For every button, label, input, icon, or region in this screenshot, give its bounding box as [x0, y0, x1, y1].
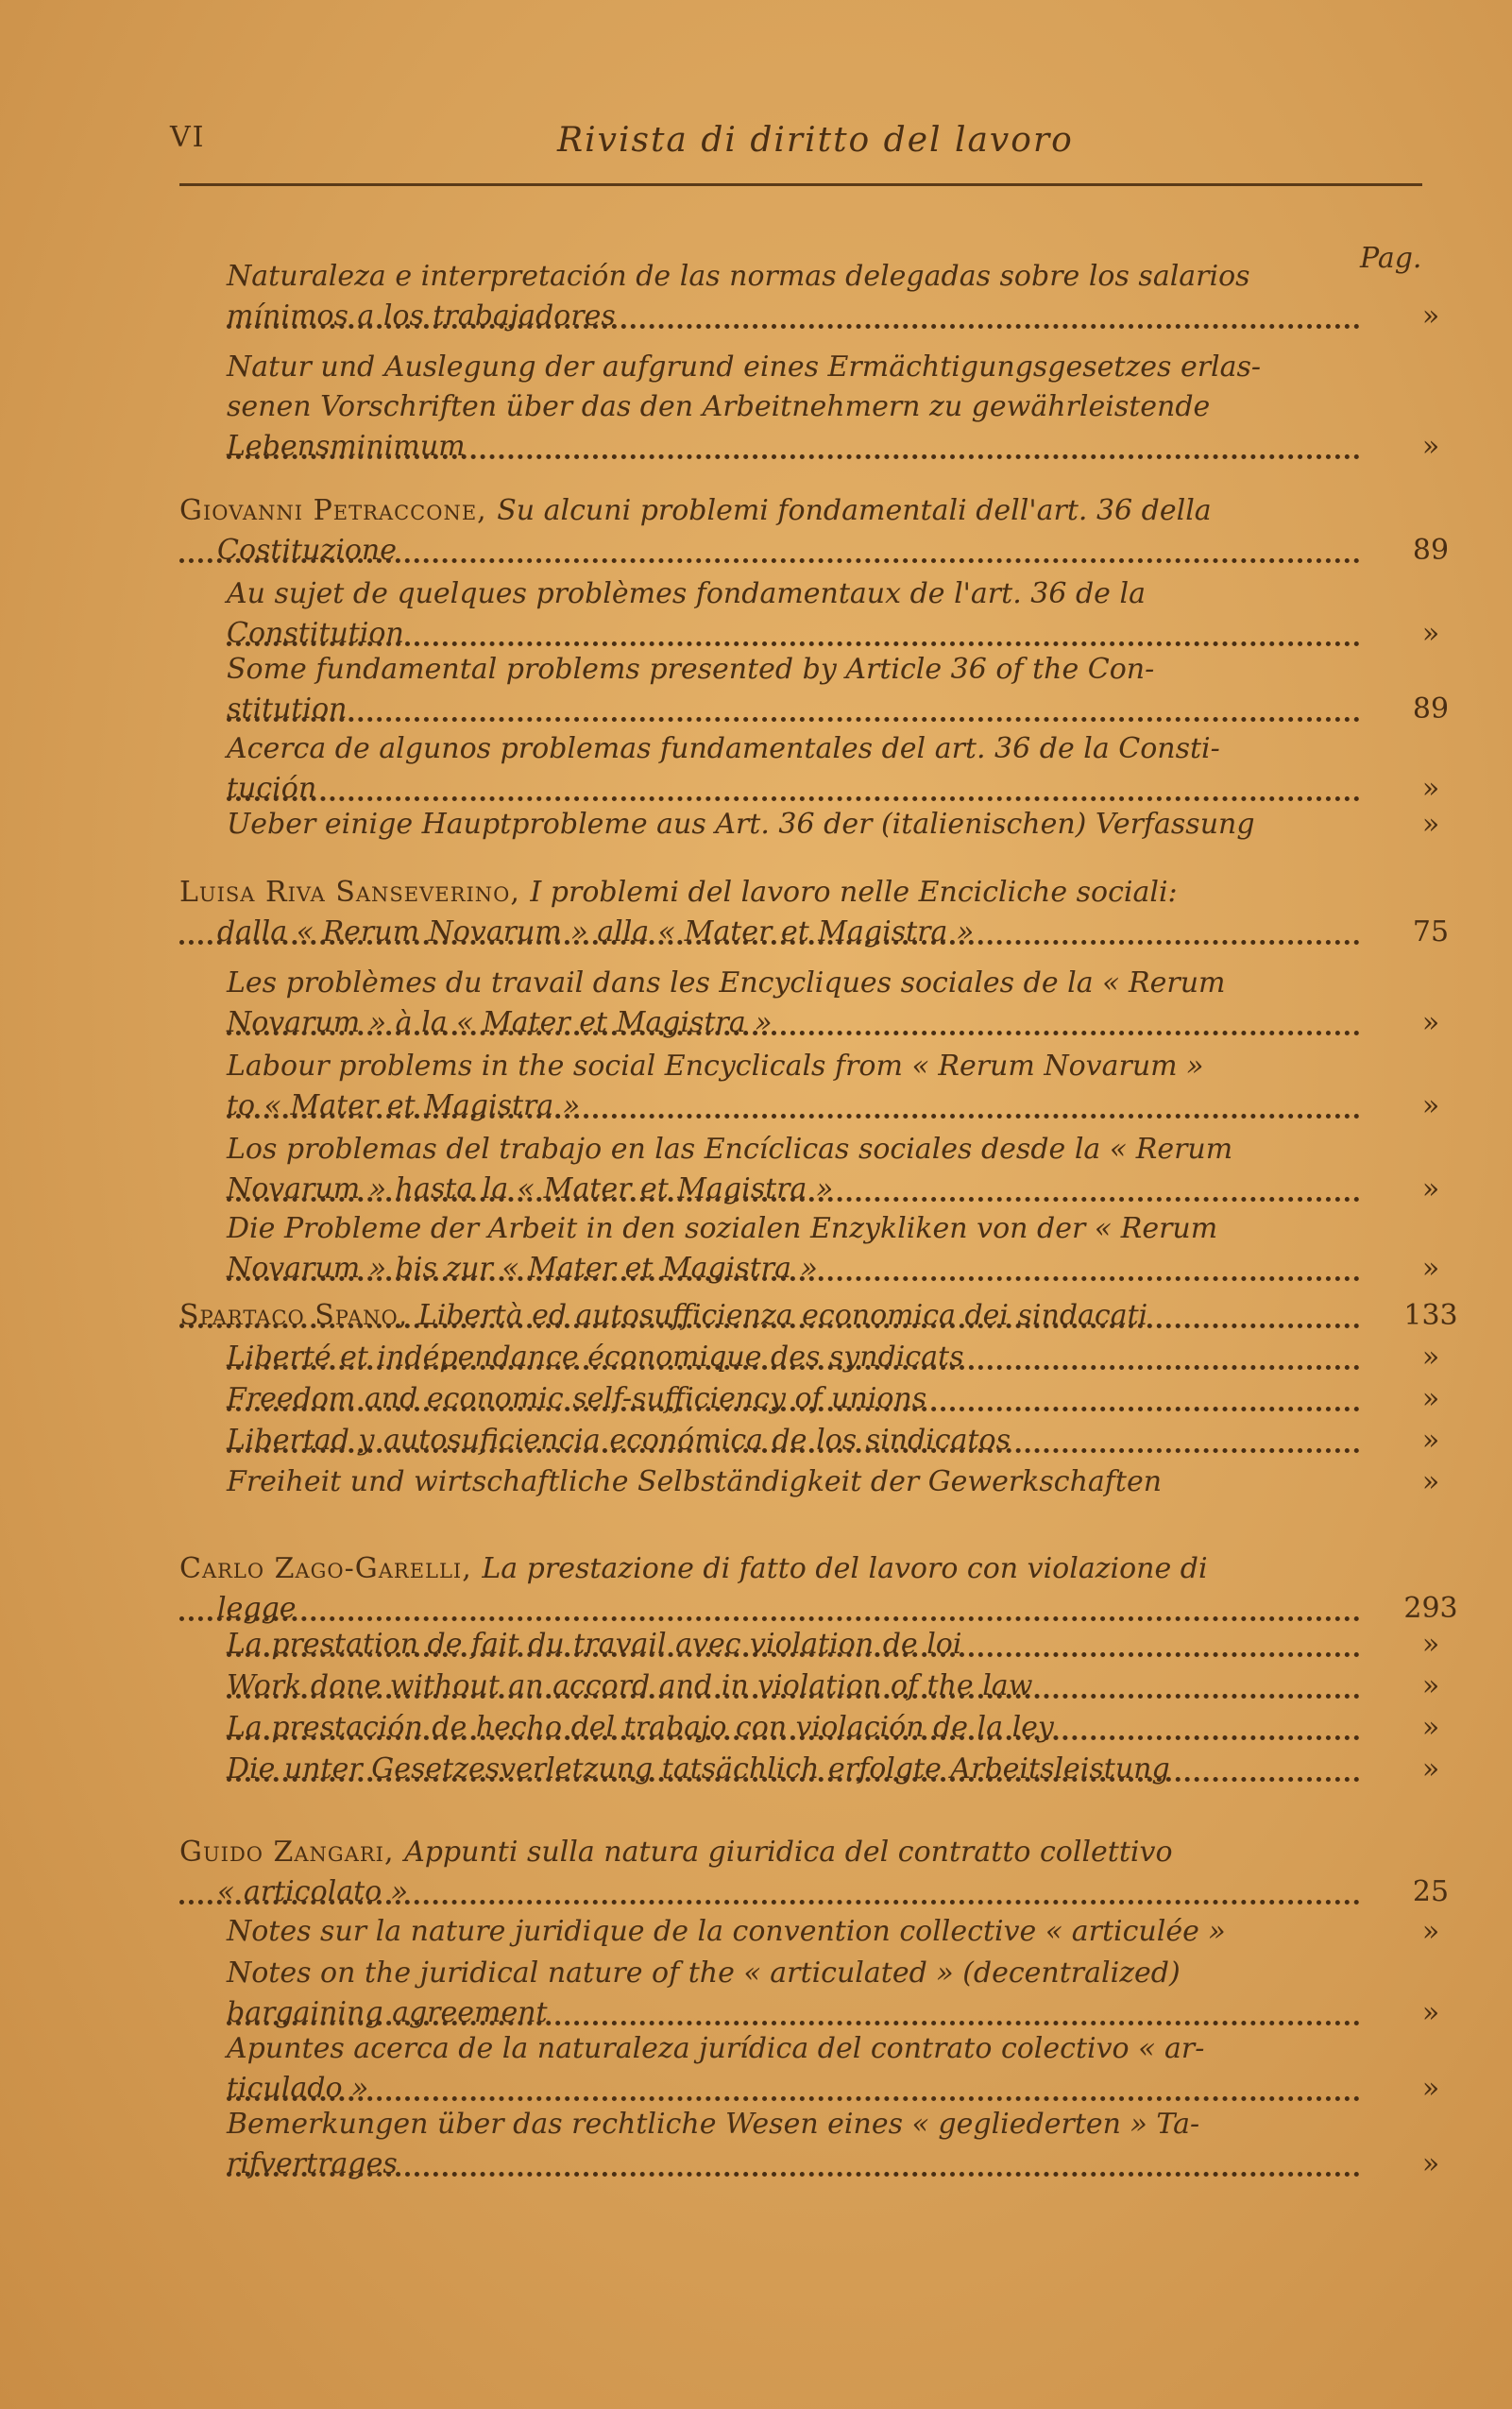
page-ref: »: [1421, 299, 1440, 333]
toc-entry: [227, 1954, 1473, 2033]
toc-line: [227, 1750, 1473, 1789]
entry-title: ticulado »: [227, 2072, 369, 2105]
toc-line: [227, 1209, 1473, 1249]
toc-line: [227, 1047, 1473, 1086]
page-ref: »: [1421, 1424, 1440, 1457]
journal-title: Rivista di diritto del lavoro: [557, 121, 1074, 160]
entry-title: La prestation de fait du travail avec violation de loi: [227, 1628, 962, 1661]
page-ref: »: [1421, 1006, 1440, 1039]
toc-entry: [227, 1625, 1473, 1665]
toc-line: [227, 1912, 1473, 1952]
entry-title: stitution: [227, 692, 348, 726]
running-header: [170, 121, 1380, 168]
toc-entry: [227, 805, 1473, 845]
page-ref: »: [1421, 1341, 1440, 1374]
entry-title: Some fundamental problems presented by Article 36 of the Con-: [227, 653, 1155, 686]
entry-title: senen Vorschriften über das den Arbeitnehmern zu gewährleistende: [227, 390, 1211, 423]
toc-line: [227, 1708, 1473, 1748]
page-ref: »: [1421, 808, 1440, 841]
page-ref: »: [1421, 1669, 1440, 1702]
entry-title: Die Probleme der Arbeit in den sozialen Enzykliken von der « Rerum: [227, 1212, 1218, 1245]
toc-line: [227, 1993, 1473, 2033]
toc-entry: [179, 1549, 1473, 1629]
page-ref: 133: [1403, 1299, 1458, 1332]
toc-line: [227, 1379, 1473, 1419]
entry-title: Notes sur la nature juridique de la convention collective « articulée »: [227, 1915, 1226, 1948]
entry-title: Novarum » hasta la « Mater et Magistra »: [227, 1172, 834, 1205]
toc-line: [227, 1666, 1473, 1706]
toc-entry: [227, 729, 1473, 809]
toc-line: [227, 427, 1473, 467]
page-ref: »: [1421, 1996, 1440, 2029]
toc-entry: [227, 1421, 1473, 1461]
page-ref: »: [1421, 1628, 1440, 1661]
page-ref: »: [1421, 1711, 1440, 1744]
entry-title: Los problemas del trabajo en las Encíclicas sociales desde la « Rerum: [227, 1133, 1233, 1166]
toc-line: [227, 574, 1473, 614]
toc-entry: [227, 1379, 1473, 1419]
toc-line: [227, 2105, 1473, 2144]
toc-entry: [227, 1338, 1473, 1377]
page-ref: 75: [1412, 915, 1450, 948]
page-ref: 293: [1403, 1592, 1458, 1625]
entry-title: Ueber einige Hauptprobleme aus Art. 36 der (italienischen) Verfassung: [227, 808, 1255, 841]
toc-line: [227, 1462, 1473, 1502]
entry-title: Acerca de algunos problemas fundamentales del art. 36 de la Consti-: [227, 732, 1220, 765]
toc-line: [227, 1086, 1473, 1126]
entry-title: Natur und Auslegung der aufgrund eines Ermächtigungsgesetzes erlas-: [227, 350, 1262, 384]
toc-line: [227, 2069, 1473, 2109]
toc-entry: [227, 257, 1473, 336]
toc-line: [227, 1338, 1473, 1377]
page-ref: »: [1421, 1382, 1440, 1415]
toc-entry: [227, 1047, 1473, 1126]
entry-title: to « Mater et Magistra »: [227, 1089, 581, 1122]
toc-line: [227, 690, 1473, 729]
toc-line: [227, 614, 1473, 654]
entry-title: Novarum » à la « Mater et Magistra »: [227, 1006, 773, 1039]
toc-line: [179, 1296, 1473, 1336]
toc-line: [227, 1249, 1473, 1289]
toc-line: [227, 729, 1473, 769]
entry-title: Appunti sulla natura giuridica del contratto collettivo: [404, 1836, 1173, 1869]
toc-entry: [227, 2029, 1473, 2109]
entry-title: La prestación de hecho del trabajo con violación de la ley: [227, 1711, 1054, 1744]
author-name: Luisa Riva Sanseverino,: [179, 876, 531, 909]
toc-line: [227, 650, 1473, 690]
author-name: Carlo Zago-Garelli,: [179, 1552, 483, 1585]
entry-title: dalla « Rerum Novarum » alla « Mater et Magistra »: [217, 915, 975, 948]
toc-entry: [227, 348, 1473, 467]
toc-entry: [227, 2105, 1473, 2184]
pag-label: Pag.: [1360, 242, 1422, 275]
entry-title: Libertà ed autosufficienza economica dei sindacati: [417, 1299, 1148, 1332]
entry-title: Novarum » bis zur « Mater et Magistra »: [227, 1252, 818, 1285]
entry-title: Work done without an accord and in violation of the law: [227, 1669, 1033, 1702]
toc-line: [179, 1549, 1473, 1589]
entry-title: « articolato »: [217, 1875, 409, 1908]
page-ref: »: [1421, 1915, 1440, 1948]
entry-title: Notes on the juridical nature of the « articulated » (decentralized): [227, 1956, 1181, 1990]
toc-line: [179, 491, 1473, 531]
entry-title: Freiheit und wirtschaftliche Selbständigkeit der Gewerkschaften: [227, 1465, 1163, 1498]
entry-title: Freedom and economic self-sufficiency of unions: [227, 1382, 927, 1415]
toc-entry: [227, 1462, 1473, 1502]
entry-title: Costituzione: [217, 534, 397, 567]
toc-line: [227, 348, 1473, 387]
toc-line: [179, 913, 1473, 952]
entry-title: tución: [227, 772, 317, 805]
toc-line: [227, 769, 1473, 809]
toc-entry: [227, 1708, 1473, 1748]
toc-entry: [179, 1833, 1473, 1912]
page-ref: »: [1421, 1252, 1440, 1285]
entry-title: legge: [217, 1592, 297, 1625]
toc-line: [227, 257, 1473, 297]
toc-line: [227, 1954, 1473, 1993]
toc-entry: [227, 574, 1473, 654]
page-ref: »: [1421, 617, 1440, 650]
page-ref: »: [1421, 1089, 1440, 1122]
toc-line: [179, 1589, 1473, 1629]
entry-title: Labour problems in the social Encyclicals from « Rerum Novarum »: [227, 1050, 1204, 1083]
page-number: VI: [170, 121, 206, 154]
toc-line: [227, 1170, 1473, 1209]
entry-title: Constitution: [227, 617, 404, 650]
toc-line: [227, 1130, 1473, 1170]
entry-title: Libertad y autosuficiencia económica de los sindicatos: [227, 1424, 1011, 1457]
toc-line: [227, 805, 1473, 845]
toc-line: [227, 964, 1473, 1003]
entry-title: Lebensminimum: [227, 430, 466, 463]
entry-title: Apuntes acerca de la naturaleza jurídica del contrato colectivo « ar-: [227, 2032, 1205, 2065]
entry-title: rifvertrages: [227, 2147, 398, 2180]
dot-leader: [179, 1616, 1360, 1621]
toc-line: [179, 531, 1473, 571]
author-name: Guido Zangari,: [179, 1836, 405, 1869]
toc-entry: [227, 1666, 1473, 1706]
page-ref: »: [1421, 1172, 1440, 1205]
toc-line: [227, 2029, 1473, 2069]
toc-entry: [179, 491, 1473, 571]
toc-line: [227, 2144, 1473, 2184]
page-ref: »: [1421, 2072, 1440, 2105]
entry-title: Die unter Gesetzesverletzung tatsächlich erfolgte Arbeitsleistung: [227, 1752, 1170, 1785]
page-ref: 25: [1412, 1875, 1450, 1908]
page-ref: 89: [1412, 692, 1450, 726]
page-ref: »: [1421, 1465, 1440, 1498]
header-rule: [179, 183, 1422, 186]
toc-entry: [227, 1209, 1473, 1289]
entry-title: Bemerkungen über das rechtliche Wesen eines « gegliederten » Ta-: [227, 2108, 1200, 2141]
entry-title: Au sujet de quelques problèmes fondamentaux de l'art. 36 de la: [227, 577, 1146, 610]
toc-line: [227, 1421, 1473, 1461]
page-ref: »: [1421, 430, 1440, 463]
author-name: Giovanni Petraccone,: [179, 494, 498, 527]
toc-line: [179, 1833, 1473, 1872]
toc-entry: [179, 1296, 1473, 1336]
toc-line: [227, 387, 1473, 427]
toc-entry: [227, 964, 1473, 1043]
entry-title: bargaining agreement: [227, 1996, 548, 2029]
entry-title: Su alcuni problemi fondamentali dell'art. 36 della: [497, 494, 1212, 527]
toc-entry: [227, 1130, 1473, 1209]
entry-title: Les problèmes du travail dans les Encycliques sociales de la « Rerum: [227, 966, 1226, 999]
dot-leader: [227, 2096, 1360, 2101]
toc-line: [179, 1872, 1473, 1912]
page-ref: »: [1421, 2147, 1440, 2180]
entry-title: mínimos a los trabajadores: [227, 299, 616, 333]
toc-entry: [179, 873, 1473, 952]
dot-leader: [227, 796, 1360, 801]
toc-line: [227, 1625, 1473, 1665]
toc-line: [227, 297, 1473, 336]
toc-entry: [227, 650, 1473, 729]
toc-line: [179, 873, 1473, 913]
entry-title: I problemi del lavoro nelle Encicliche sociali:: [530, 876, 1178, 909]
toc-entry: [227, 1750, 1473, 1789]
page-ref: »: [1421, 772, 1440, 805]
toc-entry: [227, 1912, 1473, 1952]
page-ref: »: [1421, 1752, 1440, 1785]
entry-title: Liberté et indépendance économique des syndicats: [227, 1341, 964, 1374]
entry-title: La prestazione di fatto del lavoro con violazione di: [482, 1552, 1208, 1585]
page-ref: 89: [1412, 534, 1450, 567]
toc-line: [227, 1003, 1473, 1043]
author-name: Spartaco Spano,: [179, 1299, 418, 1332]
dot-leader: [227, 717, 1360, 722]
entry-title: Naturaleza e interpretación de las normas delegadas sobre los salarios: [227, 260, 1250, 293]
